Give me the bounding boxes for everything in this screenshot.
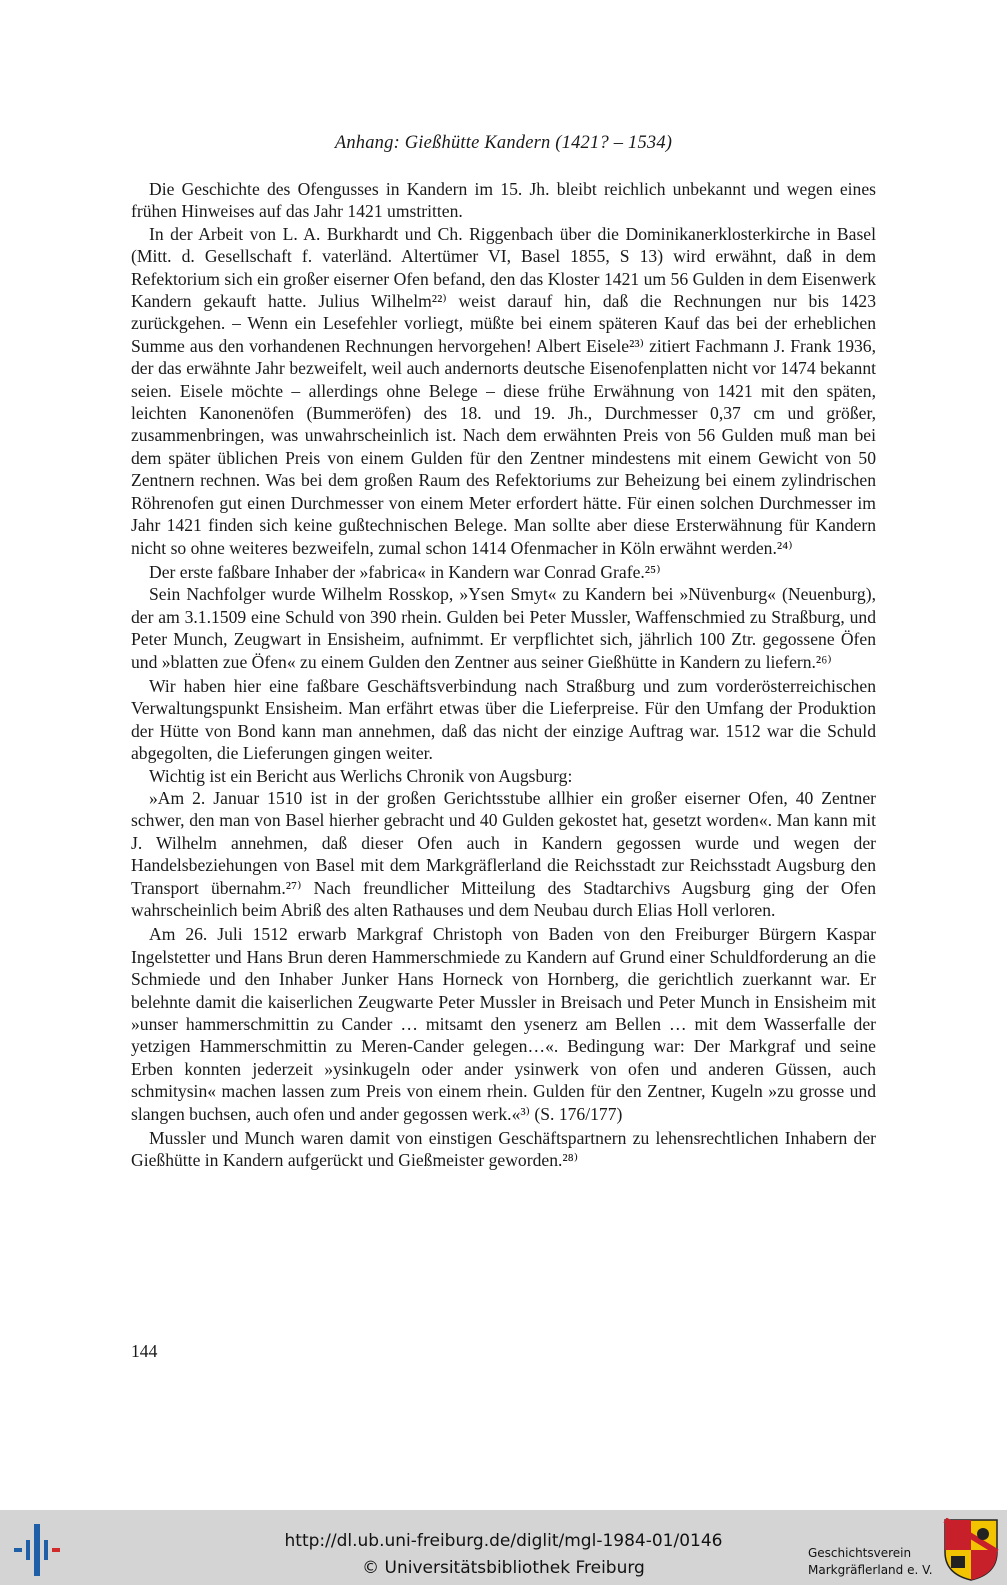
footer-url[interactable]: http://dl.ub.uni-freiburg.de/diglit/mgl-1984-01/0146 xyxy=(284,1531,723,1551)
paragraph: Am 26. Juli 1512 erwarb Markgraf Christoph von Baden von den Freiburger Bürgern Kaspar Ingelstetter und Hans Brun deren Hammerschmiede zu Kandern auf Grund einer Schuldforderung an die Schmiede und den Inhaber Junker Hans Horneck von Hornberg, die gerichtlich zuerkannt war. Er belehnte damit die kaiserlichen Zeugwarte Peter Mussler in Breisach und Peter Munch in Ensisheim mit »unser hammerschmittin zu Cander … mitsamt den ysenerz am Bellen … mit dem Wasserfalle der yetzigen Hammerschmittin zu Meren-Cander gelegen…«. Bedingung war: Der Markgraf und seine Erben konnten jederzeit »ysinkugeln oder ander ysinwerk von ofen und anderen Güssen, auch schmitysin« machen lassen zum Preis von einem rhein. Gulden für den Zentner, Kugeln »zu grosse und slangen buchsen, auch ofen und ander gegossen werk.«³⁾ (S. 176/177) xyxy=(131,924,876,1124)
paragraph: Sein Nachfolger wurde Wilhelm Rosskop, »Ysen Smyt« zu Kandern bei »Nüvenburg« (Neuenburg), der am 3.1.1509 eine Schuld von 390 rhein. Gulden bei Peter Mussler, Waffenschmied zu Straßburg, und Peter Munch, Zeugwart in Ensisheim, aufnimmt. Er verpflichtet sich, jährlich 100 Ztr. gegossene Öfen und »blatten zue Öfen« zu einem Gulden den Zentner aus seiner Gießhütte in Kandern zu liefern.²⁶⁾ xyxy=(131,584,876,672)
body-text xyxy=(131,178,876,1172)
paragraph: Wichtig ist ein Bericht aus Werlichs Chronik von Augsburg: xyxy=(149,765,573,786)
paragraph: Wir haben hier eine faßbare Geschäftsverbindung nach Straßburg und zum vorderösterreichischen Verwaltungspunkt Ensisheim. Man erfährt etwas über die Lieferpreise. Für den Umfang der Produktion der Hütte von Bond kann man annehmen, daß das nicht der einzige Auftrag war. 1512 war die Schuld abgegolten, die Lieferungen gingen weiter. xyxy=(131,675,876,764)
footer-copyright: © Universitätsbibliothek Freiburg xyxy=(362,1558,645,1578)
society-line-1: Geschichtsverein xyxy=(808,1546,912,1560)
running-head: Anhang: Gießhütte Kandern (1421? – 1534) xyxy=(334,133,673,153)
paragraph: In der Arbeit von L. A. Burkhardt und Ch. Riggenbach über die Dominikanerklosterkirche in Basel (Mitt. d. Gesellschaft f. vaterländ. Altertümer VI, Basel 1855, S 13) wird erwähnt, daß in dem Refektorium sich ein großer eiserner Ofen befand, den das Kloster 1421 um 56 Gulden in dem Eisenwerk Kandern gekauft hatte. Julius Wilhelm²²⁾ weist darauf hin, daß die Rechnungen nur bis 1423 zurückgehen. – Wenn ein Lesefehler vorliegt, müßte bei einem späteren Kauf das bei der erheblichen Summe aus den vorhandenen Rechnungen hervorgehen! Albert Eisele²³⁾ zitiert Fachmann J. Frank 1936, der das erwähnte Jahr bezweifelt, weil auch andernorts deutsche Eisenofenplatten nicht vor 1474 bekannt seien. Eisele möchte – allerdings ohne Belege – diese frühe Erwähnung von 1421 mit den späten, leichten Kanonenöfen (Bummeröfen) des 18. und 19. Jh., Durchmesser 0,37 cm und größer, zusammenbringen, was unwahrscheinlich ist. Nach dem erwähnten Preis von 56 Gulden muß man bei dem später üblichen Preis von einem Gulden für den Zentner mindestens mit einem Gewicht von 50 Zentnern rechnen. Was bei dem großen Raum des Refektoriums zur Beheizung bei einem zylindrischen Röhrenofen gut einen Durchmesser von einem Meter erfordert hätte. Für einen solchen Durchmesser im Jahr 1421 finden sich keine gußtechnischen Belege. Man sollte aber diese Ersterwähnung für Kandern nicht so ohne weiteres bezweifeln, zumal schon 1414 Ofenmacher in Köln erwähnt werden.²⁴⁾ xyxy=(131,223,876,558)
page-number: 144 xyxy=(131,1341,158,1361)
paragraph: Der erste faßbare Inhaber der »fabrica« in Kandern war Conrad Grafe.²⁵⁾ xyxy=(149,561,661,582)
coat-of-arms-icon xyxy=(943,1518,999,1582)
paragraph: Die Geschichte des Ofengusses in Kandern im 15. Jh. bleibt reichlich unbekannt und wegen eines frühen Hinweises auf das Jahr 1421 umstritten. xyxy=(131,179,876,222)
paragraph-quote: »Am 2. Januar 1510 ist in der großen Gerichtsstube allhier ein großer eiserner Ofen, 40 Zentner schwer, den man von Basel hierher gebracht und 40 Gulden gekostet hat, gesetzt worden«. Man kann mit J. Wilhelm annehmen, daß dieser Ofen auch in Kandern gegossen wurde und wegen der Handelsbeziehungen von Basel mit dem Markgräflerland die Reichsstadt zur Reichsstadt Augsburg den Transport übernahm.²⁷⁾ Nach freundlicher Mitteilung des Stadtarchivs Augsburg ging der Ofen wahrscheinlich beim Abriß des alten Rathauses und dem Neubau durch Elias Holl verloren. xyxy=(131,787,876,920)
society-line-2: Markgräflerland e. V. xyxy=(808,1563,933,1577)
society-name xyxy=(808,1545,933,1579)
paragraph: Mussler und Munch waren damit von einstigen Geschäftspartnern zu lehensrechtlichen Inhabern der Gießhütte in Kandern aufgerückt und Gießmeister geworden.²⁸⁾ xyxy=(131,1128,876,1171)
